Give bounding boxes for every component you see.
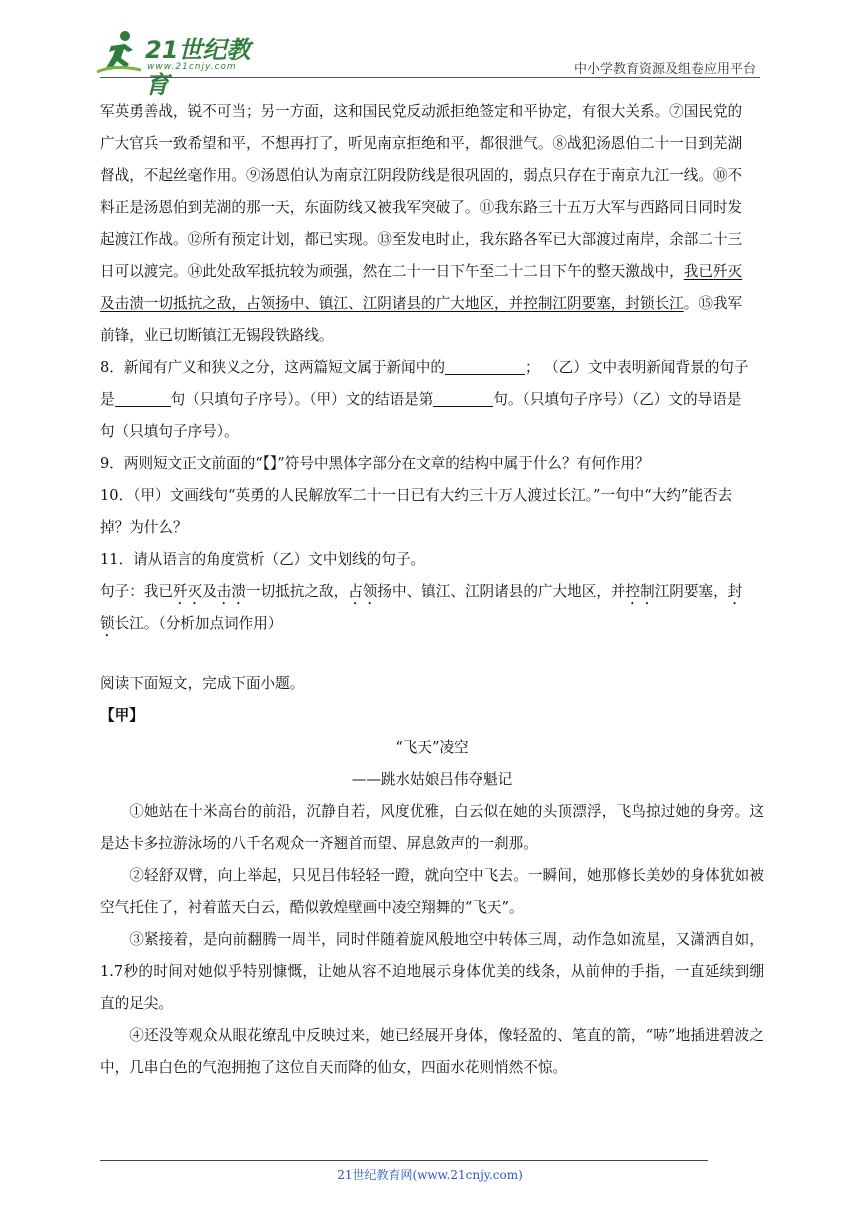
dotted-word: 占领 <box>348 583 378 600</box>
question-11-sentence: 句子：我已歼灭及击溃一切抵抗之敌，占领扬中、镇江、江阴诸县的广大地区，并控制江阴要塞，封 <box>100 583 743 600</box>
answer-blank[interactable] <box>115 389 171 407</box>
answer-blank[interactable] <box>433 389 493 407</box>
passage-line: 起渡江作战。⑫所有预定计划，都已实现。⑬至发电时止，我东路各军已大部渡过南岸，余部二十三 <box>100 231 743 248</box>
article-title: “飞天”凌空 <box>395 739 469 756</box>
footer-link[interactable]: 21世纪教育网(www.21cnjy.com) <box>337 1168 523 1182</box>
dotted-word: 击溃 <box>216 583 246 600</box>
answer-blank[interactable] <box>445 357 525 375</box>
header-divider <box>100 77 760 78</box>
passage-line: 料正是汤恩伯到芜湖的那一天，东面防线又被我军突破了。⑪我东路三十五万大军与西路同日同时发 <box>100 199 743 216</box>
logo <box>95 28 265 99</box>
article-paragraph: ②轻舒双臂，向上举起，只见吕伟轻轻一蹬，就向空中飞去。一瞬间，她那修长美妙的身体犹如被空气托住了，衬着蓝天白云，酷似敦煌壁画中凌空翔舞的“飞天”。 <box>100 867 764 916</box>
platform-name: 中小学教育资源及组卷应用平台 <box>573 62 756 77</box>
question-8-cont: 句（只填句子序号）。 <box>100 423 239 440</box>
passage-line: 督战，不起丝毫作用。⑨汤恩伯认为南京江阴段防线是很巩固的，弱点只存在于南京九江一线。⑩不 <box>100 167 743 184</box>
question-8: 8．新闻有广义和狭义之分，这两篇短文属于新闻中的 ； （乙）文中表明新闻背景的句子 <box>100 359 749 376</box>
document-body <box>100 96 764 1084</box>
question-11: 11．请从语言的角度赏析（乙）文中划线的句子。 <box>100 551 426 568</box>
article-paragraph: ①她站在十米高台的前沿，沉静自若，风度优雅，白云似在她的头顶漂浮，飞鸟掠过她的身旁。这是达卡多拉游泳场的八千名观众一齐翘首而望、屏息敛声的一刹那。 <box>100 803 764 852</box>
dotted-word: 锁 <box>100 615 115 632</box>
passage-line: 广大官兵一致希望和平，不想再打了，听见南京拒绝和平，都很泄气。⑧战犯汤恩伯二十一日到芜湖 <box>100 135 743 152</box>
question-10: 10．（甲）文画线句“英勇的人民解放军二十一日已有大约三十万人渡过长江。”一句中“大约”能否去 <box>100 487 733 504</box>
reading-intro: 阅读下面短文，完成下面小题。 <box>100 675 305 692</box>
logo-url: www.21cnjy.com <box>147 62 237 72</box>
article-paragraph: ④还没等观众从眼花缭乱中反映过来，她已经展开身体，像轻盈的、笔直的箭，“哧”地插进碧波之中，几串白色的气泡拥抱了这位自天而降的仙女，四面水花则悄然不惊。 <box>100 1027 764 1076</box>
question-11-sentence-cont: 锁长江。（分析加点词作用） <box>100 615 283 632</box>
page-header <box>0 0 860 99</box>
question-9: 9．两则短文正文前面的“【】”符号中黑体字部分在文章的结构中属于什么？有何作用？ <box>100 455 650 472</box>
passage-line: 及击溃一切抵抗之敌，占领扬中、镇江、江阴诸县的广大地区，并控制江阴要塞，封锁长江。⑮我军 <box>100 295 743 312</box>
runner-logo-icon <box>95 28 145 76</box>
question-8-cont: 是 句（只填句子序号）。（甲）文的结语是第 句。（只填句子序号）（乙）文的导语是 <box>100 391 742 408</box>
passage-line: 前锋，业已切断镇江无锡段铁路线。 <box>100 327 334 344</box>
underlined-sentence: 我已歼灭 <box>683 263 743 280</box>
passage-line: 军英勇善战，锐不可当；另一方面，这和国民党反动派拒绝签定和平协定，有很大关系。⑦国民党的 <box>100 103 743 120</box>
passage-line: 日可以渡完。⑭此处敌军抵抗较为顽强，然在二十一日下午至二十二日下午的整天激战中，我已歼灭 <box>100 263 743 280</box>
logo-text: 21世纪教育 <box>145 36 251 99</box>
question-10-cont: 掉？为什么？ <box>100 519 188 536</box>
article-subtitle: ——跳水姑娘吕伟夺魁记 <box>351 771 513 788</box>
underlined-sentence: 及击溃一切抵抗之敌，占领扬中、镇江、江阴诸县的广大地区，并控制江阴要塞，封锁长江 <box>100 295 684 312</box>
passage-label: 【甲】 <box>100 707 144 724</box>
dotted-word: 控制 <box>625 583 655 600</box>
dotted-word: 歼灭 <box>172 583 203 600</box>
article-paragraph: ③紧接着，是向前翻腾一周半，同时伴随着旋风般地空中转体三周，动作急如流星，又潇洒自如，1.7秒的时间对她似乎特别慷慨，让她从容不迫地展示身体优美的线条，从前伸的手指，一直延续到绷直的足尖。 <box>100 931 764 1012</box>
footer-divider <box>100 1160 708 1161</box>
dotted-word: 封 <box>727 583 743 600</box>
